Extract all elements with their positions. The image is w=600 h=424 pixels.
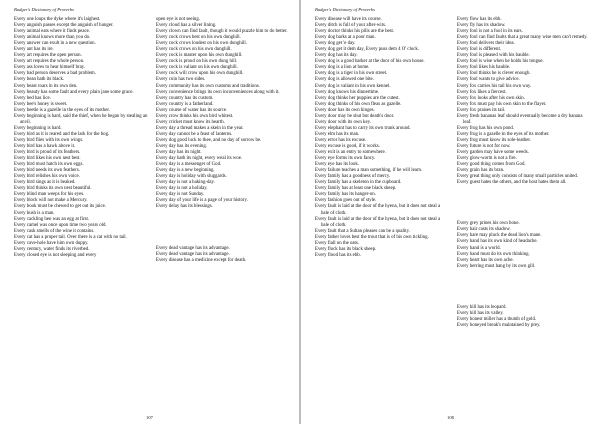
proverb-entry: Every animal eats where it finds peace. (14, 29, 90, 35)
proverb-entry: Every dog knows his dinnertime. (315, 89, 380, 95)
proverb-entry: Every cock is valiant on his own dunghill. (156, 65, 238, 71)
proverb-entry: Every closed eye is not sleeping and every (14, 252, 97, 258)
proverb-entry: Every day is not Sunday. (156, 192, 205, 198)
proverb-entry: Every fool wants to give advice. (457, 77, 520, 83)
proverb-entry: Every bird as it is reared and the lark for the bog. (14, 131, 110, 137)
proverb-entry: Every fool is different. (457, 47, 502, 53)
proverb-entry: Every bed has lice. (14, 95, 51, 101)
proverb-entry: Every flock has its black sheep. (315, 246, 377, 252)
proverb-entry: Every eye forms its own fancy. (315, 156, 376, 162)
proverb-entry: Every guest hates the others, and the host hates them all. (457, 180, 567, 186)
proverb-entry: Every crow thinks his own bird whitest. (156, 113, 234, 119)
proverb-entry: Every family has at least one black sheep. (315, 186, 397, 192)
entry-gap (457, 202, 591, 205)
proverb-entry: Every fox likes a fiercest. (457, 89, 507, 95)
proverb-entry: Every day is holiday with sluggards. (156, 174, 227, 180)
left-page (0, 0, 299, 424)
proverb-entry: Every glow-worm is not a fire. (457, 156, 517, 162)
proverb-entry: Every fault is laid at the door of the hyena, but it does not steal a bale of cloth. (315, 216, 441, 228)
proverb-entry: Every day is not a holiday. (156, 186, 208, 192)
proverb-entry: Every cock crows loudest on his own dunghill. (156, 41, 247, 47)
proverb-entry: Every bird relishes his own voice. (14, 174, 80, 180)
proverb-entry: Every door has its own hinges. (315, 107, 375, 113)
proverb-entry: Every fiall on the oats. (315, 240, 359, 246)
proverb-entry: Every bad person deserves a bad problem. (14, 71, 96, 77)
proverb-entry: Every dog thinks of his own fleas as gazelle. (315, 101, 402, 107)
proverb-entry: Every beast roars in its own den. (14, 83, 78, 89)
proverb-entry: Every hill has its leopard. (457, 304, 507, 310)
proverb-entry: Every bean hath its black. (14, 77, 65, 83)
proverb-entry: Every block will not make a Mercury. (14, 198, 88, 204)
page-number: 107 (146, 415, 153, 420)
proverb-entry: Every fault that a Sultan pleases can be a quality. (315, 228, 410, 234)
proverb-entry: Every disease will have its course. (315, 17, 382, 22)
proverb-entry: Every family has a skeleton in the cupboard. (315, 180, 402, 186)
proverb-entry: Every fox must pay his own skin to the flayer. (457, 101, 547, 107)
proverb-entry: Every beginning is hard. (14, 125, 62, 131)
proverb-entry: Every day is not a baking-day. (156, 180, 215, 186)
proverb-entry: Every frog is a gazelle in the eyes of its mother. (457, 131, 550, 137)
proverb-entry: Every elephant has to carry its own trunk around. (315, 125, 411, 131)
proverb-entry: Every fool can find faults that a great many wise men can't remedy. (457, 35, 588, 41)
entry-gap (457, 286, 591, 289)
proverb-entry: Every day a thread makes a skein in the year. (156, 125, 244, 131)
proverb-entry: Every bird needs its own feathers. (14, 168, 80, 174)
proverb-entry: Every bird must hatch its own eggs. (14, 162, 84, 168)
proverb-entry: Every bird thinks its own nest beautiful. (14, 186, 92, 192)
proverb-entry: Every bird has a hawk above it. (14, 143, 76, 149)
proverb-entry: Every community has its own customs and traditions. (156, 83, 260, 89)
proverb-entry: Every dog get it dem day, Every puss dem 4 O' clock. (315, 47, 420, 53)
proverb-entry: Every family has its hanger-on. (315, 192, 376, 198)
proverb-entry: Every grey prines his own bone. (457, 221, 520, 227)
proverb-entry: Every fresh bananas leaf should eventually become a dry banana leaf. (457, 113, 583, 125)
proverb-entry: Every dog thinks her puppies are the cutest. (315, 95, 400, 101)
proverb-entry: Every bush is a man. (14, 210, 55, 216)
proverb-entry: Every day is a messenger of God. (156, 162, 222, 168)
proverb-entry: Every hill has its valley. (457, 310, 504, 316)
proverb-entry: Every fool is wise when he holds his tongue. (457, 59, 544, 65)
proverb-entry: Every course of water has its source. (156, 107, 228, 113)
proverb-entry: Every grain has its bran. (457, 168, 505, 174)
proverb-entry: Every beginning is hard, said the thief, when he began by stealing an anvil. (14, 113, 148, 125)
proverb-entry: Every dog is valiant in his own kennel. (315, 83, 391, 89)
proverb-entry: Every door with its own key. (315, 119, 371, 125)
proverb-entry: Every exit is an entry to somewhere. (315, 150, 386, 156)
running-head: Badger's Dictionary of Proverbs (14, 7, 74, 12)
proverb-entry: Every bee's honey is sweet. (14, 101, 68, 107)
proverb-entry: Every fool is pleased with his bauble. (457, 53, 530, 59)
proverb-entry: Every bird is proud of its feathers. (14, 150, 81, 156)
proverb-entry: open eye is not seeing. (156, 17, 200, 22)
proverb-entry: Every dog good luck to thee, and no day of sorrow be. (156, 137, 262, 143)
proverb-entry: Every garden may have some weeds. (457, 150, 529, 156)
right-page-columns (315, 17, 592, 329)
proverb-entry: Every dead vantage has its advantage. (156, 245, 230, 251)
proverb-entry: Every cave-hole have him own duppy. (14, 240, 89, 246)
proverb-entry: Every day cannot be a feast of lanterns. (156, 131, 233, 137)
proverb-entry: Every honest miller has a thumb of gold. (457, 316, 537, 322)
proverb-entry: Every fool thinks he is clever enough. (457, 71, 531, 77)
proverb-entry: Every answer can exult in a new question. (14, 41, 96, 47)
proverb-entry: Every dog get 'e day. (315, 41, 356, 47)
proverb-entry: Every cask smells of the wine it contains. (14, 228, 95, 234)
left-page-columns (14, 17, 291, 264)
proverb-entry: Every cock is proud on his own dung hill. (156, 59, 238, 65)
proverb-entry: Every father loves best the trout that is of his own tickling. (315, 234, 429, 240)
proverb-entry: Every fox praises its tail. (457, 107, 506, 113)
proverb-entry: Every art requires the open person. (14, 53, 82, 59)
proverb-entry: Every hare may pluck the dead lion's mane. (457, 233, 542, 239)
proverb-entry: Every dog has its day. (315, 53, 358, 59)
proverb-entry: Every dog is a tiger in his own street. (315, 71, 388, 77)
proverb-entry: Every hand has its own kind of headache. (457, 239, 538, 245)
proverb-entry: Every clown can find fault, though it would puzzle him to do better. (156, 29, 288, 35)
proverb-entry: Every cock will crow upon his own dunghill. (156, 71, 244, 77)
proverb-entry: Every fool delivers their idea. (457, 41, 515, 47)
proverb-entry: Every dog barks at a poor man. (315, 35, 376, 41)
left-column-2 (156, 17, 290, 264)
proverb-entry: Every hair casts its shadow. (457, 227, 511, 233)
proverb-entry: Every excuse is good, if it works. (315, 143, 380, 149)
proverb-entry: Every dog is a good barker at the door of his own house. (315, 59, 425, 65)
proverb-entry: Every great thing only consists of many small particles united. (457, 174, 579, 180)
proverb-entry: Every ant has its ire. (14, 47, 54, 53)
proverb-entry: Every day is a new beginning. (156, 168, 215, 174)
proverb-entry: Every good thing comes from God. (457, 162, 526, 168)
proverb-entry: Every fool is not a fool in its ears. (457, 29, 523, 35)
proverb-entry: Every disease has a medicine except for death. (156, 257, 247, 263)
proverb-entry: Every cackling hen was an egg at first. (14, 216, 90, 222)
proverb-entry: Every fault is laid at the door of the hyena, but it does not steal a bale of cloth. (315, 204, 441, 216)
proverb-entry: Every hand is a world. (457, 245, 501, 251)
proverb-entry: Every cloud has a silver lining. (156, 23, 217, 29)
proverb-entry: Every herring must hang by its own gill. (457, 263, 536, 269)
proverb-entry: Every day has its night. (156, 150, 202, 156)
proverb-entry: Every hand must do its own thinking. (457, 251, 530, 257)
proverb-entry: Every beetle is a gazelle in the eyes of its mother. (14, 107, 110, 113)
left-column-1 (14, 17, 148, 264)
proverb-entry: Every fool likes his bauble. (457, 65, 511, 71)
proverb-entry: Every beauty has some fault and every plain jane some grace. (14, 89, 134, 95)
right-page (301, 0, 600, 424)
proverb-entry: Every anguish passes except the anguish of hunger. (14, 23, 114, 29)
proverb-entry: Every cock crows on his own dunghill. (156, 47, 232, 53)
proverb-entry: Every fly has its shadow. (457, 23, 506, 29)
proverb-entry: Every book must be chewed to get out its juice. (14, 204, 107, 210)
proverb-entry: Every flow has its ebb. (457, 17, 502, 22)
proverb-entry: Every ass loves to hear himself bray. (14, 65, 86, 71)
proverb-entry: Every country has its custom. (156, 95, 214, 101)
proverb-entry: Every future is not for now. (457, 143, 511, 149)
proverb-entry: Every day of your life is a page of your history. (156, 198, 248, 204)
proverb-entry: Every blind man weeps for his eyes. (14, 192, 85, 198)
proverb-entry: Every error has its excuse. (315, 137, 367, 143)
proverb-entry: Every elm has its man. (315, 131, 360, 137)
proverb-entry: Every day has its evening. (156, 143, 207, 149)
running-head: Badger's Dictionary of Proverbs (315, 7, 375, 12)
proverb-entry: Every cat has a proper tail. Over there is a cat with no tail. (14, 234, 127, 240)
proverb-entry: Every delay has its blessings. (156, 204, 213, 210)
proverb-entry: Every camel was once upon time two years old. (14, 222, 107, 228)
right-column-2 (457, 17, 591, 329)
proverb-entry: Every century, water finds its riverbed. (14, 246, 90, 252)
proverb-entry: Every eye has its look. (315, 162, 359, 168)
page-number: 108 (447, 415, 454, 420)
proverb-entry: Every bird likes his own nest best. (14, 156, 81, 162)
proverb-entry: Every bird sings as it is beaked. (14, 180, 76, 186)
proverb-entry: Every dead vantage has its advantage. (156, 251, 230, 257)
proverb-entry: Every fox looks after his own skin. (457, 95, 525, 101)
proverb-entry: Every art requires the whole person. (14, 59, 85, 65)
proverb-entry: Every doctor thinks his pills are the best. (315, 29, 395, 35)
proverb-entry: Every cock crows best on his own dunghill. (156, 35, 241, 41)
proverb-entry: Every convenience brings its own inconveniences along with it. (156, 89, 280, 95)
proverb-entry: Every flood has its ebb. (315, 252, 361, 258)
entry-gap (156, 227, 290, 230)
proverb-entry: Every frog has his own pond. (457, 125, 515, 131)
proverb-entry: Every dog is allowed one bite. (315, 77, 374, 83)
proverb-entry: Every failure teaches a man something, if he will learn. (315, 168, 423, 174)
proverb-entry: Every heart has its own ache. (457, 257, 514, 263)
proverb-entry: Every cock is master upon his own dunghill. (156, 53, 243, 59)
proverb-entry: Every country is a fatherland. (156, 101, 214, 107)
proverb-entry: Every fashion goes out of style. (315, 198, 377, 204)
right-column-1 (315, 17, 449, 329)
proverb-entry: Every family has a goodness of mercy. (315, 174, 391, 180)
proverb-entry: Every animal knows more than you do. (14, 35, 91, 41)
proverb-entry: Every day hath its night, every weal its woe. (156, 156, 243, 162)
proverb-entry: Every fox carries his tail his own way. (457, 83, 532, 89)
proverb-entry: Every frog must know its sole-leather. (457, 137, 531, 143)
proverb-entry: Every coin has two sides. (156, 77, 206, 83)
proverb-entry: Every dog is a lion at home. (315, 65, 370, 71)
proverb-entry: Every ditch is full of your after-wits. (315, 23, 387, 29)
proverb-entry: Every honeyed break's maintained by prey. (457, 322, 541, 328)
proverb-entry: Every bird flies with its own wings. (14, 137, 84, 143)
proverb-entry: Every cricket must know its hearth. (156, 119, 225, 125)
proverb-entry: Every door may be shut but death's door. (315, 113, 395, 119)
proverb-entry: Every one loups the dyke where it's laighest. (14, 17, 101, 22)
